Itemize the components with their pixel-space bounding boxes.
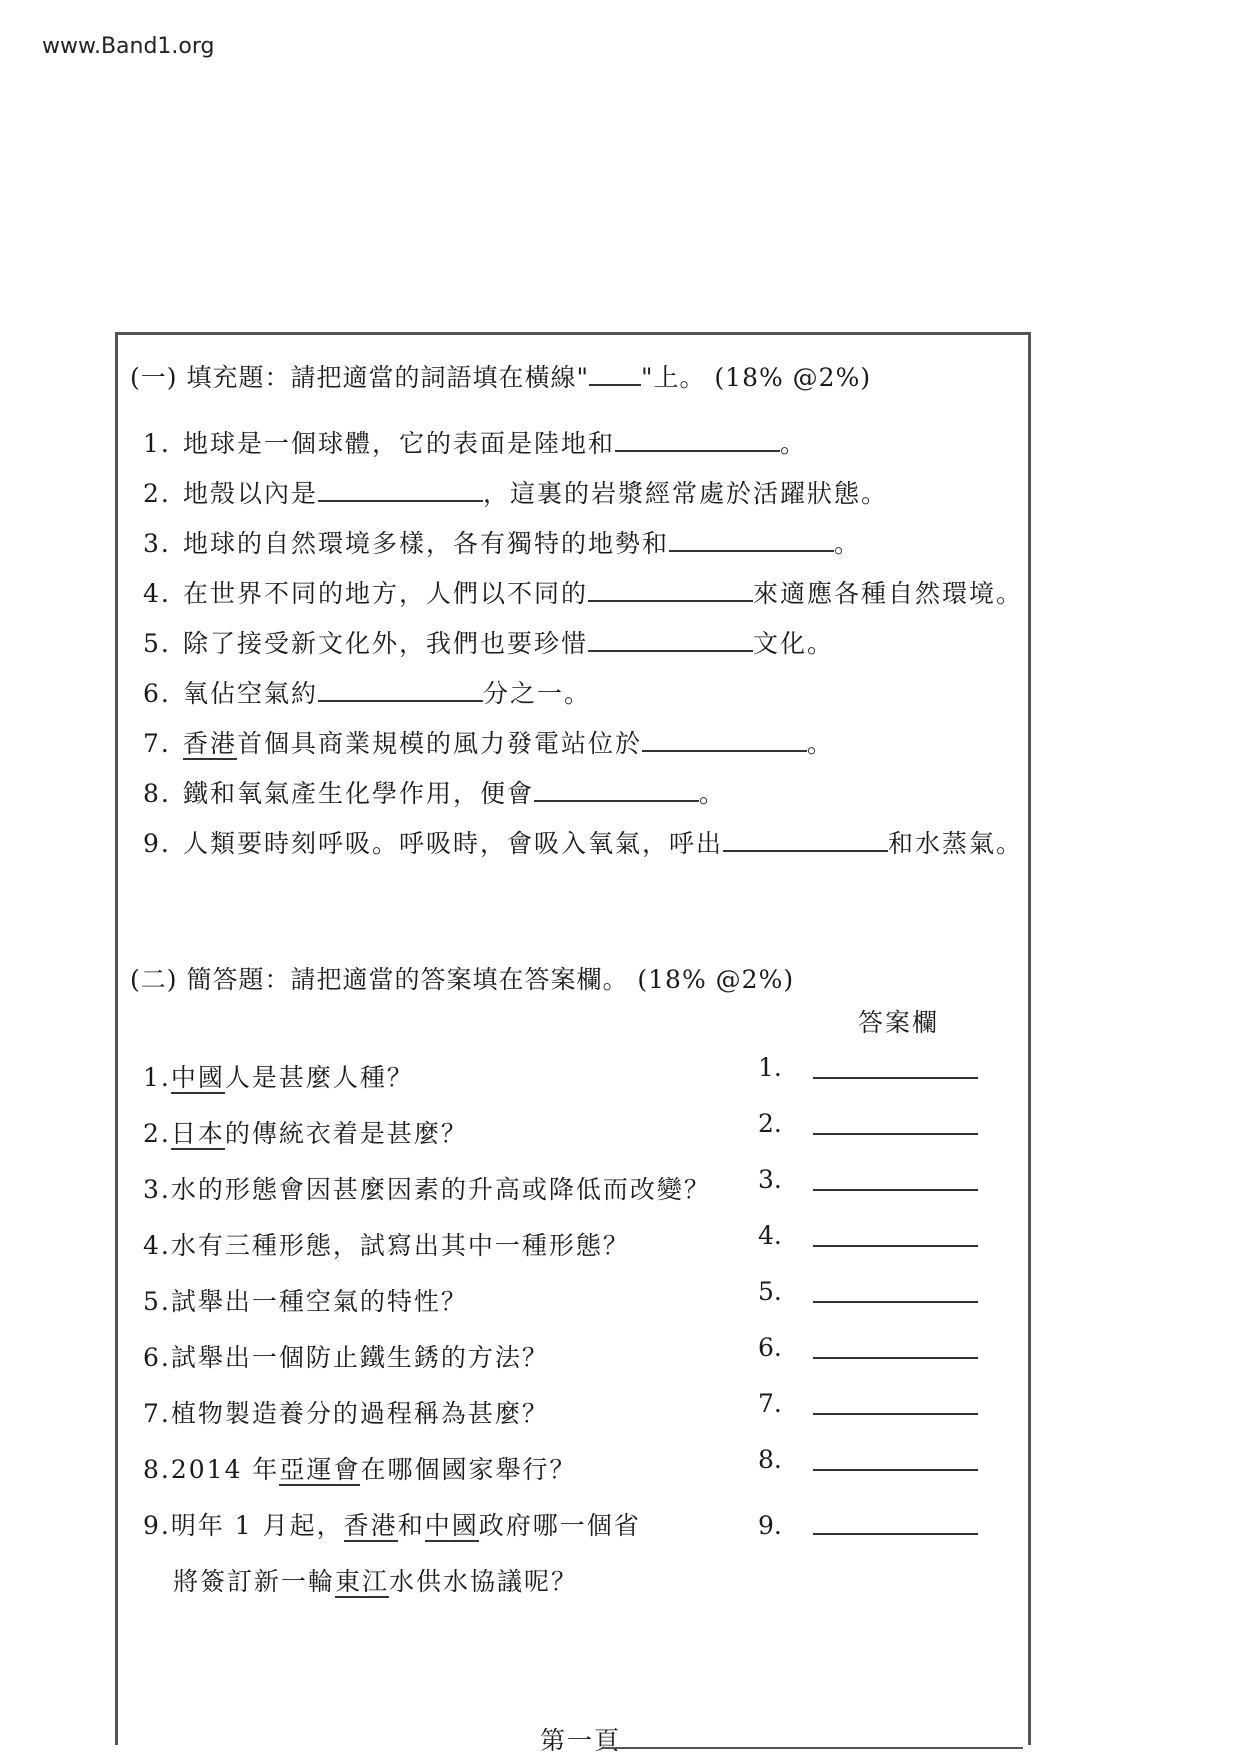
item-text: 人類要時刻呼吸。呼吸時，會吸入氧氣，呼出 — [182, 829, 723, 858]
answer-number-8: 8. — [758, 1445, 782, 1474]
question-number: 1. — [143, 1063, 171, 1092]
title-blank — [589, 360, 641, 386]
answer-blank[interactable] — [318, 474, 483, 502]
question-text: 植物製造養分的過程稱為甚麼？ — [170, 1399, 549, 1428]
answer-blank[interactable] — [588, 624, 753, 652]
item-text: 除了接受新文化外，我們也要珍惜 — [182, 629, 588, 658]
item-number: 8. — [143, 779, 171, 808]
item-text-after: 文化。 — [752, 629, 834, 658]
question-number: 5. — [143, 1287, 171, 1316]
question-text: 水的形態會因甚麼因素的升高或降低而改變？ — [170, 1175, 711, 1204]
answer-line-7[interactable] — [813, 1413, 978, 1415]
answer-number-2: 2. — [758, 1109, 782, 1138]
answer-number-7: 7. — [758, 1389, 782, 1418]
question-8 — [143, 1450, 576, 1486]
item-text: 地球的自然環境多樣，各有獨特的地勢和 — [182, 529, 669, 558]
item-text: 在世界不同的地方，人們以不同的 — [182, 579, 588, 608]
page-number: 第一頁 — [540, 1726, 622, 1755]
item-number: 5. — [143, 629, 171, 658]
fill-item-7 — [143, 724, 834, 760]
question-text-pre: 明年 1 月起， — [170, 1511, 344, 1540]
footer-line — [603, 1747, 1023, 1749]
answer-blank[interactable] — [642, 724, 807, 752]
question-number: 8. — [143, 1455, 171, 1484]
question-text: 試舉出一個防止鐵生銹的方法？ — [170, 1343, 549, 1372]
proper-noun-underlined: 香港 — [182, 729, 237, 758]
fill-item-4 — [143, 574, 1023, 610]
fill-item-6 — [143, 674, 591, 710]
item-text: 地球是一個球體，它的表面是陸地和 — [182, 429, 615, 458]
answer-blank[interactable] — [534, 774, 699, 802]
question-text: 試舉出一種空氣的特性？ — [170, 1287, 468, 1316]
item-text-after: ，這裏的岩漿經常處於活躍狀態。 — [482, 479, 888, 508]
answer-line-3[interactable] — [813, 1189, 978, 1191]
proper-noun-underlined: 香港 — [343, 1511, 398, 1540]
question-text: 政府哪一個省 — [478, 1511, 641, 1540]
question-number: 3. — [143, 1175, 171, 1204]
answer-blank[interactable] — [615, 424, 780, 452]
item-text: 地殼以內是 — [182, 479, 318, 508]
answer-line-4[interactable] — [813, 1245, 978, 1247]
fill-item-2 — [143, 474, 888, 510]
item-number: 9. — [143, 829, 171, 858]
item-text-after: 。 — [698, 779, 726, 808]
answer-number-9: 9. — [758, 1511, 782, 1540]
question-2 — [143, 1114, 468, 1150]
answer-column-header: 答案欄 — [858, 1008, 940, 1037]
answer-number-6: 6. — [758, 1333, 782, 1362]
section2-title: (二) 簡答題：請把適當的答案填在答案欄。 (18% @2%) — [130, 965, 795, 994]
question-text-pre: 將簽訂新一輪 — [173, 1567, 336, 1596]
question-text: 的傳統衣着是甚麼？ — [224, 1119, 468, 1148]
proper-noun-underlined: 日本 — [170, 1119, 225, 1148]
answer-number-4: 4. — [758, 1221, 782, 1250]
answer-line-1[interactable] — [813, 1077, 978, 1079]
proper-noun-underlined: 東江 — [335, 1567, 390, 1596]
worksheet-frame — [115, 332, 1031, 1755]
fill-item-3 — [143, 524, 861, 560]
proper-noun-underlined: 中國 — [170, 1063, 225, 1092]
question-4 — [143, 1226, 630, 1262]
question-text-mid: 和 — [397, 1511, 425, 1540]
question-6 — [143, 1338, 549, 1374]
item-number: 4. — [143, 579, 171, 608]
website-watermark: www.Band1.org — [42, 34, 215, 59]
item-text-after: 分之一。 — [482, 679, 591, 708]
item-number: 1. — [143, 429, 171, 458]
item-text-after: 和水蒸氣。 — [887, 829, 1023, 858]
answer-line-9[interactable] — [813, 1533, 978, 1535]
proper-noun-underlined: 亞運會 — [279, 1455, 361, 1484]
item-text-after: 。 — [833, 529, 861, 558]
question-number: 2. — [143, 1119, 171, 1148]
item-number: 2. — [143, 479, 171, 508]
fill-item-5 — [143, 624, 834, 660]
answer-blank[interactable] — [723, 824, 888, 852]
question-number: 6. — [143, 1343, 171, 1372]
answer-line-2[interactable] — [813, 1133, 978, 1135]
item-text: 氧佔空氣約 — [182, 679, 318, 708]
answer-blank[interactable] — [588, 574, 753, 602]
fill-item-1 — [143, 424, 807, 460]
section1-title-pre: (一) 填充題：請把適當的詞語填在橫線" — [130, 363, 589, 392]
section1-title-post: "上。 (18% @2%) — [640, 363, 872, 392]
item-number: 7. — [143, 729, 171, 758]
fill-item-9 — [143, 824, 1023, 860]
question-1 — [143, 1058, 414, 1094]
item-text: 首個具商業規模的風力發電站位於 — [236, 729, 642, 758]
proper-noun-underlined: 中國 — [424, 1511, 479, 1540]
item-number: 3. — [143, 529, 171, 558]
answer-number-5: 5. — [758, 1277, 782, 1306]
question-5 — [143, 1282, 468, 1318]
question-7 — [143, 1394, 549, 1430]
item-text-after: 。 — [779, 429, 807, 458]
fill-item-8 — [143, 774, 726, 810]
question-number: 4. — [143, 1231, 171, 1260]
item-text-after: 。 — [806, 729, 834, 758]
question-number: 7. — [143, 1399, 171, 1428]
question-text: 在哪個國家舉行？ — [360, 1455, 577, 1484]
answer-blank[interactable] — [669, 524, 834, 552]
section1-title — [130, 358, 871, 394]
question-number: 9. — [143, 1511, 171, 1540]
question-9 — [143, 1506, 641, 1542]
answer-number-3: 3. — [758, 1165, 782, 1194]
answer-line-5[interactable] — [813, 1301, 978, 1303]
answer-number-1: 1. — [758, 1053, 782, 1082]
answer-blank[interactable] — [318, 674, 483, 702]
question-text: 水有三種形態，試寫出其中一種形態？ — [170, 1231, 630, 1260]
answer-line-8[interactable] — [813, 1469, 978, 1471]
item-text: 鐵和氧氣產生化學作用，便會 — [182, 779, 534, 808]
answer-line-6[interactable] — [813, 1357, 978, 1359]
question-9-line2 — [173, 1562, 578, 1598]
question-text-pre: 2014 年 — [170, 1455, 280, 1484]
item-number: 6. — [143, 679, 171, 708]
question-text: 人是甚麼人種？ — [224, 1063, 414, 1092]
question-text: 水供水協議呢？ — [389, 1567, 579, 1596]
item-text-after: 來適應各種自然環境。 — [752, 579, 1023, 608]
question-3 — [143, 1170, 711, 1206]
